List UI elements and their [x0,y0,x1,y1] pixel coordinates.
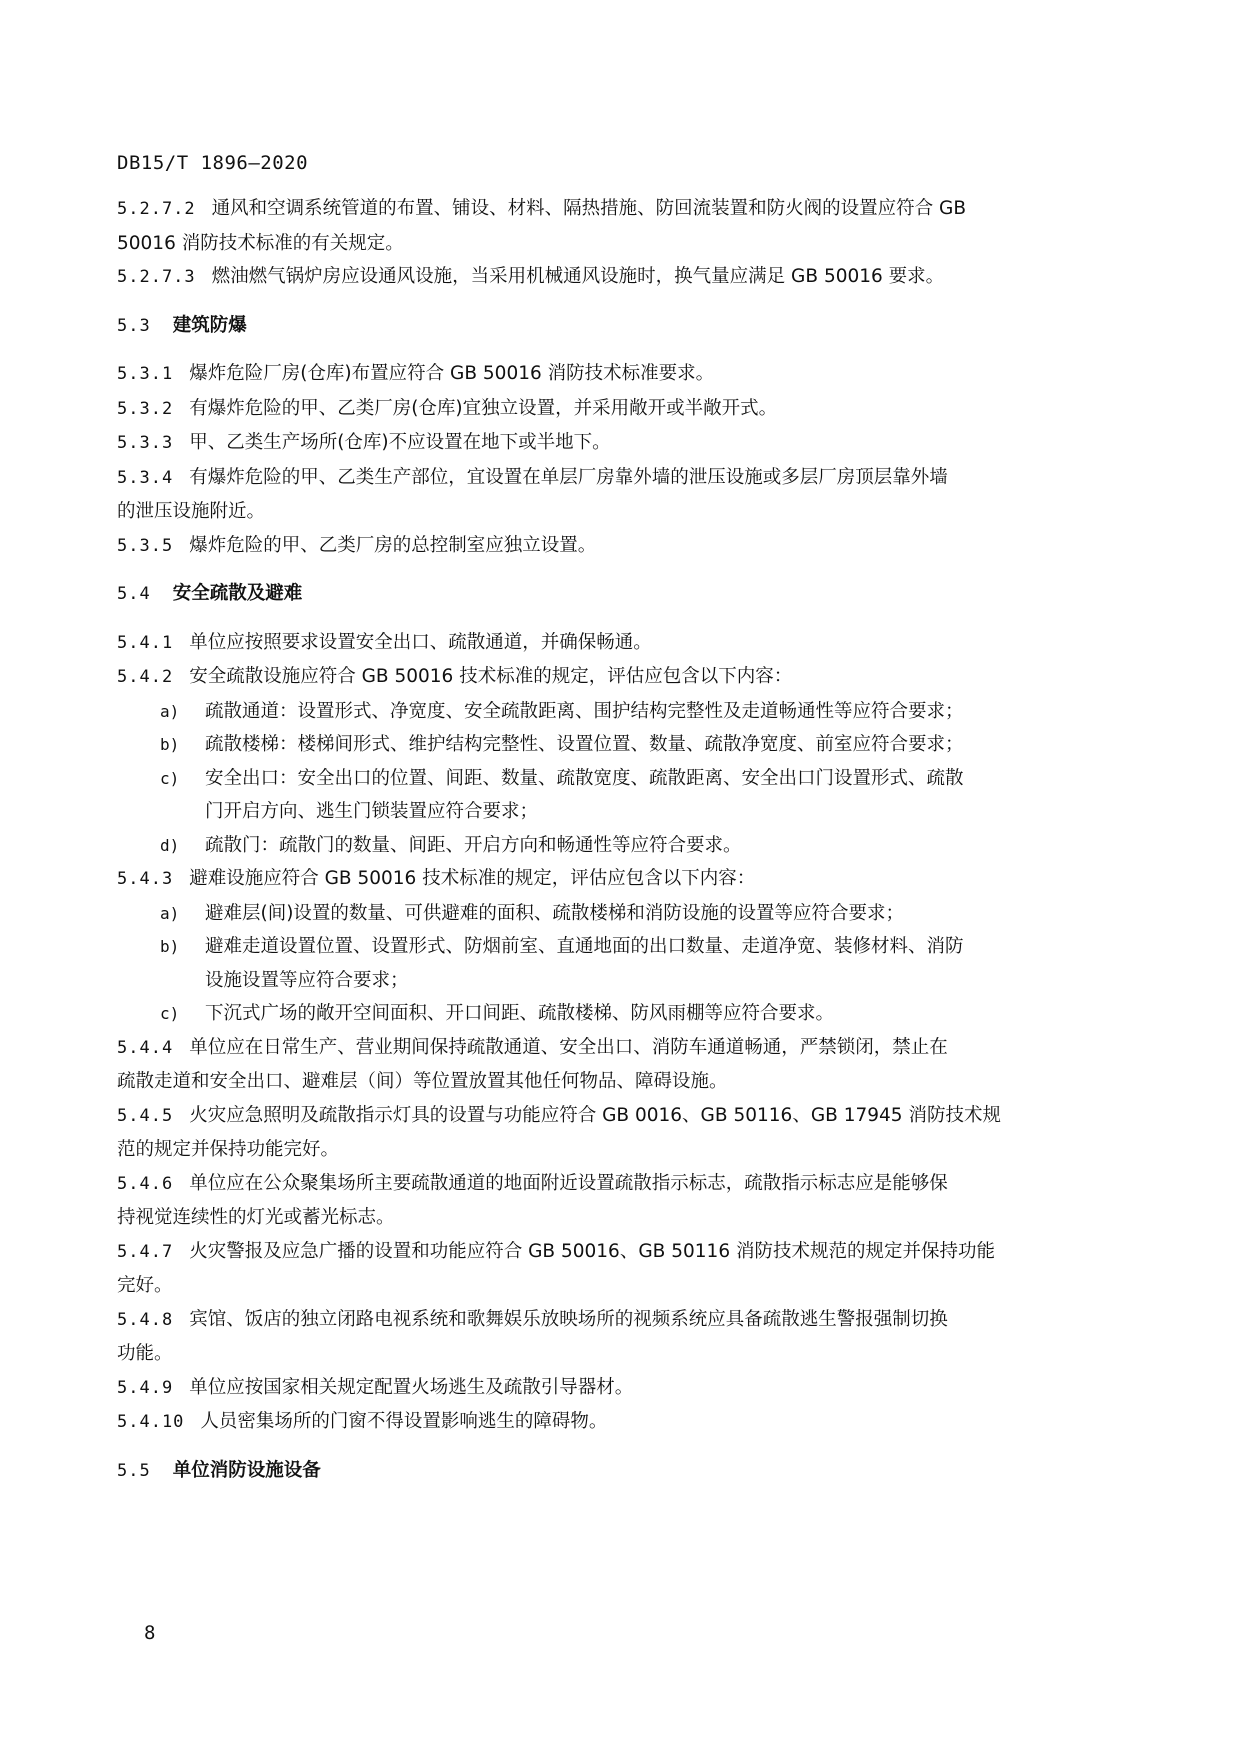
list-item [117,997,1117,1031]
clause-number: 5.3.5 [117,535,174,556]
clause-paragraph [117,626,1117,661]
clause-line [117,192,1117,227]
list-marker: b) [160,735,180,754]
clause-line [117,862,1117,897]
clause-number: 5.4.2 [117,667,174,687]
list-item-text: 疏散门：疏散门的数量、间距、开启方向和畅通性等应符合要求。 [205,834,742,856]
page-number: 8 [144,1622,156,1644]
clause-paragraph [117,660,1117,695]
clause-text: 甲、乙类生产场所(仓库)不应设置在地下或半地下。 [189,432,611,453]
clause-number: 5.3.4 [117,467,174,488]
section-number: 5.4 [117,584,151,604]
clause-line [117,529,1117,564]
list-marker: c) [160,768,180,788]
clause-number: 5.4.9 [117,1377,174,1398]
list-item [117,897,1117,931]
clause-paragraph [117,1235,1117,1303]
clause-number: 5.4.8 [117,1309,174,1330]
clause-paragraph [117,1371,1117,1406]
clause-text: 安全疏散设施应符合 GB 50016 技术标准的规定，评估应包含以下内容： [189,666,793,687]
clause-line [117,461,1117,496]
clause-text: 有爆炸危险的甲、乙类厂房(仓库)宜独立设置，并采用敞开或半敞开式。 [189,397,778,419]
list-marker: b) [160,937,180,956]
clause-text: 人员密集场所的门窗不得设置影响逃生的障碍物。 [200,1411,608,1432]
list-item [117,829,1117,863]
clause-line [117,1337,1117,1371]
clause-line [117,1405,1117,1440]
clause-line [117,660,1117,695]
clause-paragraph [117,1405,1117,1440]
section-title: 安全疏散及避难 [172,583,303,604]
clause-number: 5.4.7 [117,1241,174,1262]
clause-line [117,495,1117,529]
clause-line [117,626,1117,661]
clause-number: 5.3.2 [117,398,174,419]
clause-number: 5.4.6 [117,1173,174,1194]
clause-line [117,392,1117,427]
list-item [117,728,1117,762]
clause-paragraph [117,461,1117,529]
clause-text: 单位应按国家相关规定配置火场逃生及疏散引导器材。 [189,1376,634,1398]
clause-text: 燃油燃气锅炉房应设通风设施，当采用机械通风设施时，换气量应满足 GB 50016 要求。 [211,266,945,287]
clause-line [117,1235,1117,1270]
clause-text: 火灾应急照明及疏散指示灯具的设置与功能应符合 GB 0016、GB 50116、GB 17945 消防技术规 [189,1104,1001,1126]
clause-number: 5.4.1 [117,632,174,653]
section-heading [117,577,1117,612]
clause-number: 5.4.5 [117,1105,174,1126]
clause-line [117,227,1117,261]
clause-text: 的泄压设施附近。 [117,501,266,522]
list-marker: a) [160,701,180,721]
section-title: 单位消防设施设备 [172,1459,321,1481]
clause-text: 避难设施应符合 GB 50016 技术标准的规定，评估应包含以下内容： [189,868,756,889]
list-item-text: 疏散楼梯：楼梯间形式、维护结构完整性、设置位置、数量、疏散净宽度、前室应符合要求； [205,734,964,755]
list-item-text: 避难走道设置位置、设置形式、防烟前室、直通地面的出口数量、走道净宽、装修材料、消防 [205,936,964,957]
section-heading [117,1454,1117,1489]
list-item [117,762,1117,829]
clause-number: 5.4.10 [117,1412,185,1432]
list-item-text: 门开启方向、逃生门锁装置应符合要求； [205,801,539,822]
clause-text: 单位应在日常生产、营业期间保持疏散通道、安全出口、消防车通道畅通，严禁锁闭，禁止在 [189,1036,948,1058]
clause-number: 5.2.7.2 [117,199,196,219]
list-marker: a) [160,903,180,923]
clause-number: 5.3.3 [117,433,174,453]
list-marker: c) [160,1004,180,1023]
clause-text: 50016 消防技术标准的有关规定。 [117,232,404,254]
clause-paragraph [117,260,1117,295]
clause-text: 范的规定并保持功能完好。 [117,1139,340,1160]
clause-text: 爆炸危险厂房(仓库)布置应符合 GB 50016 消防技术标准要求。 [189,363,715,384]
section-heading [117,309,1117,344]
clause-line [117,1201,1117,1235]
clause-paragraph [117,1031,1117,1099]
clause-line [117,426,1117,461]
clause-text: 爆炸危险的甲、乙类厂房的总控制室应独立设置。 [189,534,597,556]
clause-line [117,1031,1117,1066]
clause-paragraph [117,426,1117,461]
clause-line [117,1065,1117,1099]
clause-line [117,260,1117,295]
clause-text: 通风和空调系统管道的布置、铺设、材料、隔热措施、防回流装置和防火阀的设置应符合 GB [211,198,967,219]
clause-number: 5.3.1 [117,364,174,384]
clause-number: 5.4.4 [117,1037,174,1058]
clause-line [117,1133,1117,1167]
clause-line [117,1269,1117,1303]
clause-paragraph [117,192,1117,260]
list-item-text: 疏散通道：设置形式、净宽度、安全疏散距离、围护结构完整性及走道畅通性等应符合要求； [205,700,964,722]
clause-text: 疏散走道和安全出口、避难层（间）等位置放置其他任何物品、障碍设施。 [117,1071,728,1092]
list-item-text: 避难层(间)设置的数量、可供避难的面积、疏散楼梯和消防设施的设置等应符合要求； [205,902,904,924]
clause-text: 功能。 [117,1343,173,1364]
clause-line [117,1167,1117,1202]
clause-paragraph [117,392,1117,427]
clause-line [117,1303,1117,1338]
list-item [117,695,1117,729]
list-item [117,930,1117,997]
section-number: 5.3 [117,315,151,336]
clause-text: 单位应在公众聚集场所主要疏散通道的地面附近设置疏散指示标志，疏散指示标志应是能够保 [189,1172,948,1194]
clause-number: 5.4.3 [117,869,174,889]
clause-line [117,357,1117,392]
clause-text: 有爆炸危险的甲、乙类生产部位，宜设置在单层厂房靠外墙的泄压设施或多层厂房顶层靠外墙 [189,466,948,488]
list-item-text: 安全出口：安全出口的位置、间距、数量、疏散宽度、疏散距离、安全出口门设置形式、疏散 [205,767,964,789]
section-title: 建筑防爆 [172,314,247,336]
list-item-text: 设施设置等应符合要求； [205,969,409,991]
clause-text: 完好。 [117,1275,173,1296]
clause-paragraph [117,1303,1117,1371]
clause-paragraph [117,529,1117,564]
document-body [117,192,1117,1502]
clause-text: 火灾警报及应急广播的设置和功能应符合 GB 50016、GB 50116 消防技术规范的规定并保持功能 [189,1240,995,1262]
clause-paragraph [117,1167,1117,1235]
document-header: DB15/T 1896—2020 [117,152,309,174]
clause-text: 宾馆、饭店的独立闭路电视系统和歌舞娱乐放映场所的视频系统应具备疏散逃生警报强制切换 [189,1308,948,1330]
clause-text: 持视觉连续性的灯光或蓄光标志。 [117,1207,395,1228]
clause-number: 5.2.7.3 [117,267,196,287]
clause-line [117,1371,1117,1406]
clause-paragraph [117,862,1117,897]
section-number: 5.5 [117,1460,151,1481]
list-marker: d) [160,835,180,855]
clause-paragraph [117,1099,1117,1167]
list-item-text: 下沉式广场的敞开空间面积、开口间距、疏散楼梯、防风雨棚等应符合要求。 [205,1003,835,1024]
clause-text: 单位应按照要求设置安全出口、疏散通道，并确保畅通。 [189,631,652,653]
clause-paragraph [117,357,1117,392]
clause-line [117,1099,1117,1134]
